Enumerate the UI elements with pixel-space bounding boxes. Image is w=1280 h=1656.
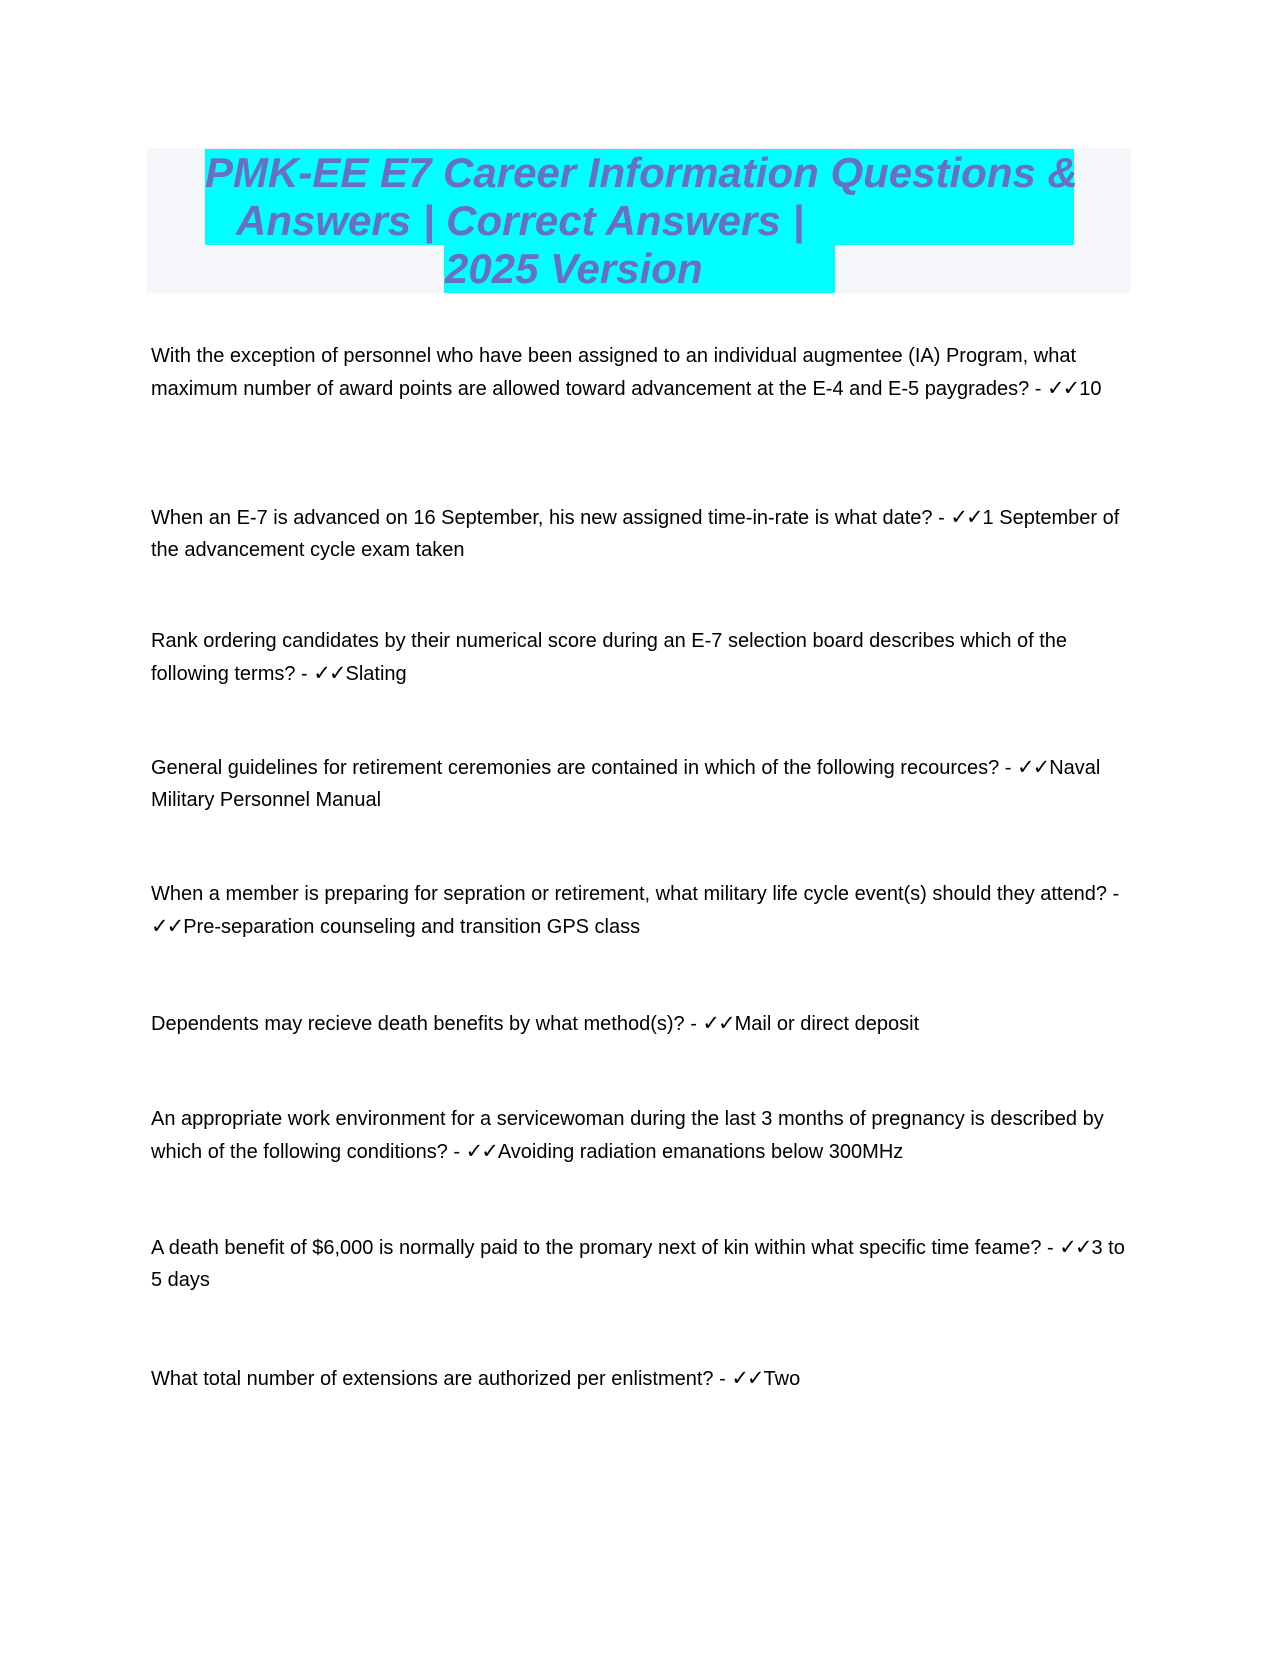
qa-question: When a member is preparing for sepration or retirement, what military life cycle event(s) should they attend? - xyxy=(151,883,1120,905)
qa-question: With the exception of personnel who have been assigned to an individual augmentee (IA) Program, what maximum number of award points are allowed toward advancement at the E-4 and E-5 paygrades? - xyxy=(151,345,1076,400)
qa-answer: 1 September of the advancement cycle exam taken xyxy=(151,507,1120,561)
qa-question: What total number of extensions are authorized per enlistment? - xyxy=(151,1368,726,1390)
qa-question: Rank ordering candidates by their numerical score during an E-7 selection board describes which of the following terms? - xyxy=(151,630,1068,685)
double-check-icon: ✓✓ xyxy=(702,1011,734,1035)
qa-answer: 10 xyxy=(1079,378,1102,400)
qa-item-1 xyxy=(151,340,1131,405)
qa-item-9 xyxy=(151,1362,1131,1395)
double-check-icon: ✓✓ xyxy=(731,1366,763,1390)
double-check-icon: ✓✓ xyxy=(1017,755,1049,779)
double-check-icon: ✓✓ xyxy=(151,914,183,938)
qa-answer: Two xyxy=(763,1368,801,1390)
qa-answer: Avoiding radiation emanations below 300MHz xyxy=(497,1141,904,1163)
document-title-line-2: Answers | Correct Answers | xyxy=(205,197,1074,245)
qa-item-5 xyxy=(151,878,1131,943)
double-check-icon: ✓✓ xyxy=(950,505,982,529)
document-title-line-3: 2025 Version xyxy=(444,245,835,293)
qa-question: A death benefit of $6,000 is normally paid to the promary next of kin within what specific time feame? - xyxy=(151,1237,1054,1259)
qa-answer: Slating xyxy=(345,663,407,685)
qa-question: General guidelines for retirement ceremonies are contained in which of the following recources? - xyxy=(151,757,1012,779)
qa-item-3 xyxy=(151,625,1131,690)
qa-item-4 xyxy=(151,751,1131,816)
double-check-icon: ✓✓ xyxy=(465,1139,497,1163)
qa-question: An appropriate work environment for a servicewoman during the last 3 months of pregnancy is described by which of the following conditions? - xyxy=(151,1108,1104,1163)
qa-answer: Pre-separation counseling and transition GPS class xyxy=(183,916,641,938)
qa-question: Dependents may recieve death benefits by what method(s)? - xyxy=(151,1013,697,1035)
qa-answer: Naval Military Personnel Manual xyxy=(151,757,1101,811)
document-title-line-1: PMK-EE E7 Career Information Questions & xyxy=(205,149,1078,196)
qa-item-8 xyxy=(151,1231,1131,1296)
qa-item-2 xyxy=(151,501,1131,566)
qa-item-7 xyxy=(151,1103,1131,1168)
qa-question: When an E-7 is advanced on 16 September, his new assigned time-in-rate is what date? - xyxy=(151,507,945,529)
double-check-icon: ✓✓ xyxy=(313,661,345,685)
double-check-icon: ✓✓ xyxy=(1047,376,1079,400)
qa-answer: 3 to 5 days xyxy=(151,1237,1125,1291)
double-check-icon: ✓✓ xyxy=(1059,1235,1091,1259)
qa-item-6 xyxy=(151,1007,1131,1040)
qa-answer: Mail or direct deposit xyxy=(734,1013,920,1035)
